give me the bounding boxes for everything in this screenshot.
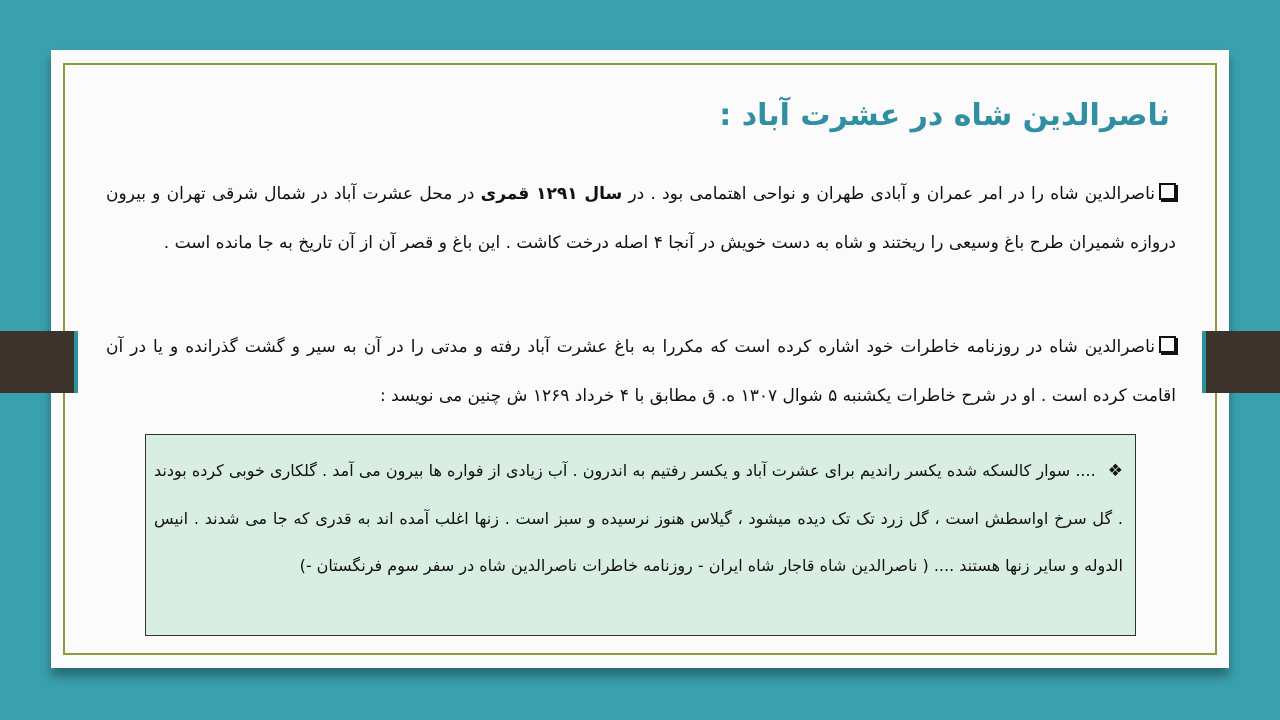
quote-text-block [154,447,1123,589]
quote-box [145,434,1136,636]
checkbox-bullet-icon [1159,183,1176,200]
paragraph-1-bold-year: سال ۱۲۹۱ قمری [480,184,623,204]
slide-title: ناصرالدین شاه در عشرت آباد : [719,98,1170,133]
checkbox-bullet-icon [1159,336,1176,353]
left-decorative-band [0,331,78,393]
paragraph-1-text-a: ناصرالدین شاه را در امر عمران و آبادی طهران و نواحی اهتمامی بود . در [622,184,1155,204]
quote-text: .... سوار کالسکه شده یکسر راندیم برای عشرت آباد و یکسر رفتیم به اندرون . آب زیادی از فواره ها بیرون می آمد . گلکاری خوبی کرده بودند . گل سرخ اواسطش است ، گل زرد تک تک دیده میشود ، گیلاس هنوز نرسیده و سبز است . زنها اغلب آمده اند به قدری که جا می شدند . انیس الدوله و سایر زنها هستند .... ( ناصرالدین شاه قاجار شاه ایران - روزنامه خاطرات ناصرالدین شاه در سفر سوم فرنگستان -) [154,461,1123,575]
paragraph-2 [106,323,1176,421]
paragraph-1 [106,170,1176,268]
diamond-bullet-icon: ❖ [1107,461,1123,481]
right-decorative-band [1202,331,1280,393]
paragraph-2-text: ناصرالدین شاه در روزنامه خاطرات خود اشاره کرده است که مکررا به باغ عشرت آباد رفته و مدتی را در آن به سیر و گشت گذرانده و یا در آن اقامت کرده است . او در شرح خاطرات یکشنبه ۵ شوال ۱۳۰۷ ه. ق مطابق با ۴ خرداد ۱۲۶۹ ش چنین می نویسد : [106,337,1176,406]
paragraph-1-text-b: در محل عشرت آباد در شمال شرقی تهران و بیرون دروازه شمیران طرح باغ وسیعی را ریختند و شاه به دست خویش در آنجا ۴ اصله درخت کاشت . این باغ و قصر آن از آن تاریخ به جا مانده است . [106,184,1176,253]
